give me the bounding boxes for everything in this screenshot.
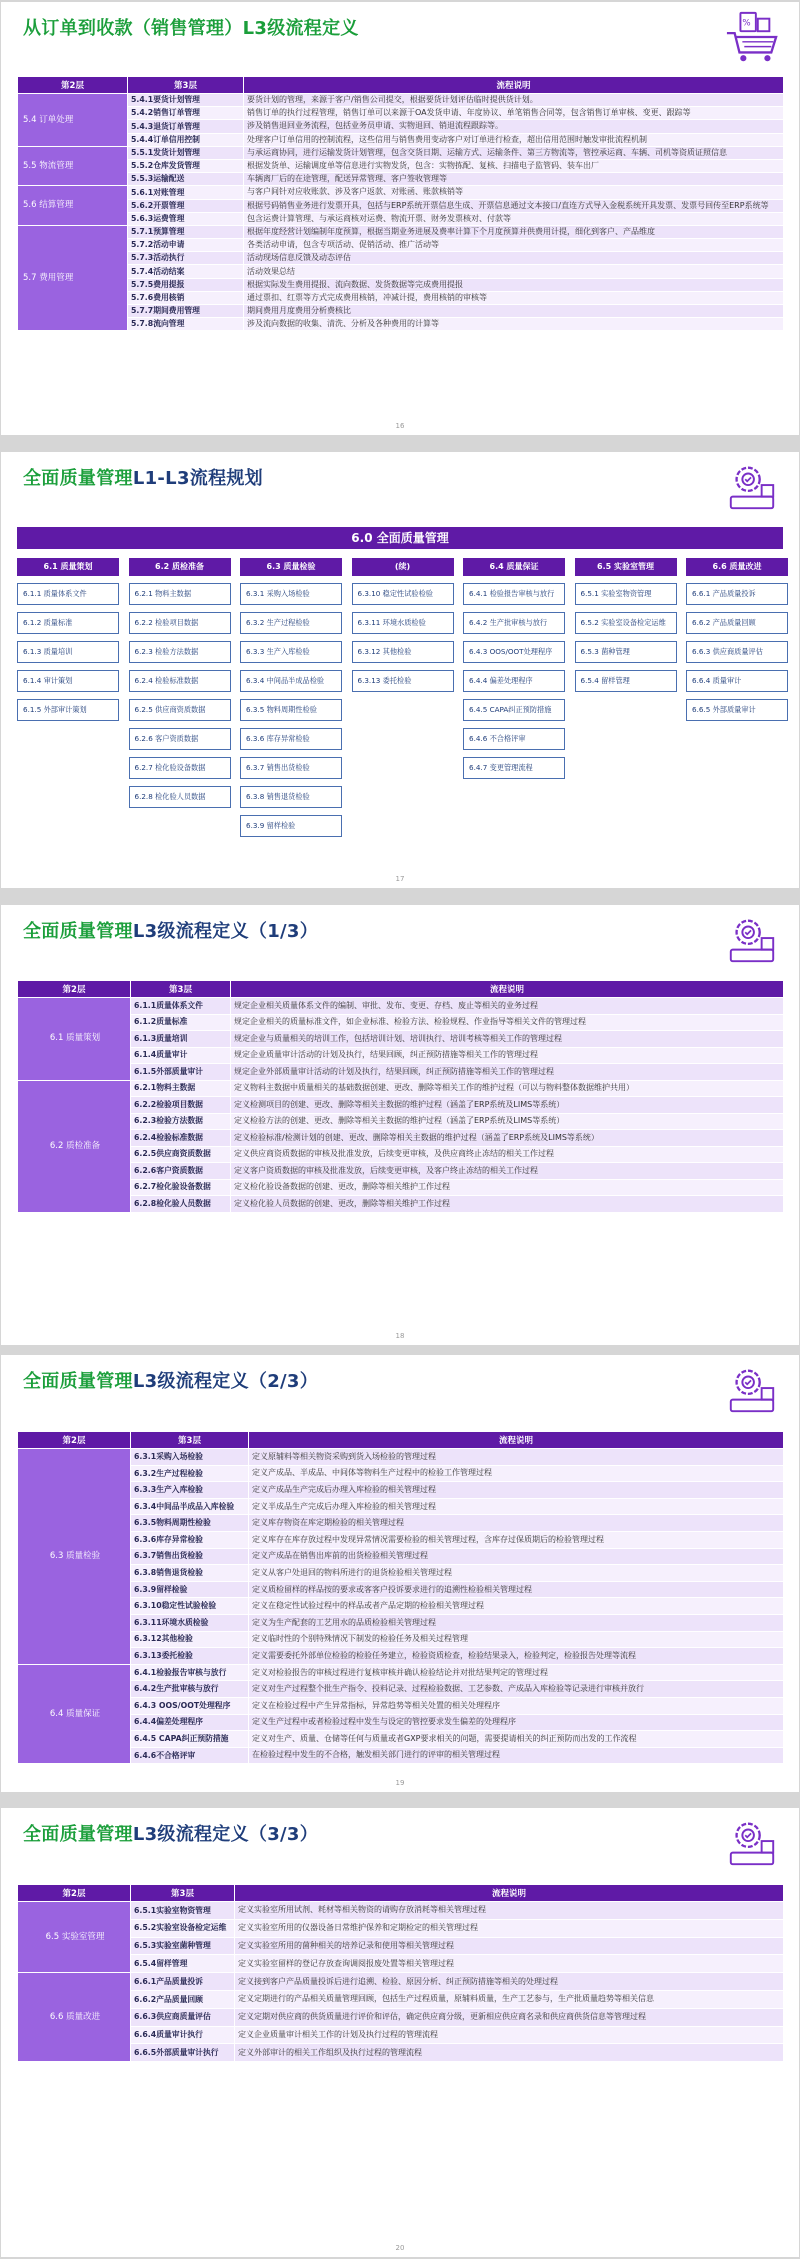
- level3-cell: 6.6.2产品质量回顾: [131, 1990, 235, 2008]
- description-cell: 定义库存在库存放过程中发现异常情况需要检验的相关管理过程，含库存过保质期后的检验管理过程: [249, 1531, 784, 1548]
- level3-cell: 6.1.3质量培训: [131, 1031, 231, 1048]
- table-row: [18, 94, 784, 107]
- svg-text:%: %: [742, 18, 751, 29]
- process-box: 6.4.1 检验报告审核与放行: [463, 583, 565, 605]
- table-row: [18, 1565, 784, 1582]
- description-cell: 涉及流向数据的收集、清洗、分析及各种费用的计算等: [244, 318, 784, 331]
- level2-cell: 5.7 费用管理: [18, 225, 128, 331]
- process-box: 6.4.6 不合格评审: [463, 728, 565, 750]
- table-row: [18, 1648, 784, 1665]
- description-cell: 定义企业质量审计相关工作的计划及执行过程的管理流程: [235, 2026, 784, 2044]
- table-row: [18, 1196, 784, 1213]
- table-row: [18, 1973, 784, 1991]
- level3-cell: 5.5.3运输配送: [128, 173, 244, 186]
- table-row: [18, 107, 784, 120]
- level3-cell: 6.4.1检验报告审核与放行: [131, 1664, 249, 1681]
- slide-19: [1, 1355, 799, 1792]
- table-row: [18, 1097, 784, 1114]
- description-cell: 通过票扣、红票等方式完成费用核销，冲减计提，费用核销的审核等: [244, 291, 784, 304]
- table-row: [18, 212, 784, 225]
- description-cell: 定义实验室所用试剂、耗材等相关物资的请购存放消耗等相关管理过程: [235, 1902, 784, 1920]
- table-row: [18, 1482, 784, 1499]
- table-row: [18, 1581, 784, 1598]
- table-row: [18, 1955, 784, 1973]
- description-cell: 期间费用月度费用分析费核比: [244, 305, 784, 318]
- process-box: 6.6.5 外部质量审计: [686, 699, 788, 721]
- column-header: 第3层: [131, 1432, 249, 1449]
- table-row: [18, 1919, 784, 1937]
- process-box: 6.4.7 变更管理流程: [463, 757, 565, 779]
- table-row: [18, 1531, 784, 1548]
- table-row: [18, 239, 784, 252]
- level3-cell: 6.5.4留样管理: [131, 1955, 235, 1973]
- column-header: 第2层: [18, 77, 128, 94]
- description-cell: 包含运费计算管理、与承运商核对运费、物流开票、财务发票核对、付款等: [244, 212, 784, 225]
- column-header: 第2层: [18, 981, 131, 998]
- description-cell: 定义检化验人员数据的创建、更改，删除等相关维护工作过程: [231, 1196, 784, 1213]
- table-row: [18, 1047, 784, 1064]
- slide-16: [1, 2, 799, 435]
- process-box: 6.4.2 生产批审核与放行: [463, 612, 565, 634]
- level3-cell: 6.4.6不合格评审: [131, 1747, 249, 1764]
- level3-cell: 6.3.13委托检验: [131, 1648, 249, 1665]
- table-row: [18, 1664, 784, 1681]
- level3-cell: 6.1.2质量标准: [131, 1014, 231, 1031]
- level3-cell: 5.7.3活动执行: [128, 252, 244, 265]
- description-cell: 活动效果总结: [244, 265, 784, 278]
- grid-column: [575, 558, 677, 692]
- column-header: 第3层: [128, 77, 244, 94]
- description-cell: 定义临时性的个别特殊情况下制发的检验任务及相关过程管理: [249, 1631, 784, 1648]
- description-cell: 根据发货单、运输调度单等信息进行实物发货，包含：实物拣配、复核、扫描电子监管码、装车出厂: [244, 159, 784, 172]
- description-cell: 定义生产过程中或者检验过程中发生与设定的管控要求发生偏差的处理程序: [249, 1714, 784, 1731]
- page-number: 20: [395, 2244, 405, 2252]
- level3-cell: 6.3.10稳定性试验检验: [131, 1598, 249, 1615]
- description-cell: 定义实验室所用的仪器设备日常维护保养和定期检定的相关管理过程: [235, 1919, 784, 1937]
- table-row: [18, 1465, 784, 1482]
- process-box: 6.2.1 物料主数据: [129, 583, 231, 605]
- column-header: 流程说明: [244, 77, 784, 94]
- description-cell: 规定企业外部质量审计活动的计划及执行，结果回顾，纠正预防措施等相关工作的管理过程: [231, 1064, 784, 1081]
- description-cell: 定义原辅料等相关物资采购到货入场检验的管理过程: [249, 1449, 784, 1466]
- column-header: 流程说明: [235, 1885, 784, 1902]
- page-number: 19: [395, 1779, 405, 1787]
- process-box: 6.3.10 稳定性试验检验: [352, 583, 454, 605]
- process-box: 6.3.2 生产过程检验: [240, 612, 342, 634]
- process-box: 6.2.2 检验项目数据: [129, 612, 231, 634]
- description-cell: 要货计划的管理，来源于客户/销售公司提交，根据要货计划评估临时提供货计划。: [244, 94, 784, 107]
- table-row: [18, 1697, 784, 1714]
- table-row: [18, 1902, 784, 1920]
- process-box: 6.3.5 物料周期性检验: [240, 699, 342, 721]
- column-header: 第3层: [131, 981, 231, 998]
- process-table: [17, 1884, 784, 2062]
- description-cell: 定义产成品生产完成后办理入库检验的相关管理过程: [249, 1482, 784, 1499]
- level3-cell: 6.2.8检化验人员数据: [131, 1196, 231, 1213]
- process-box: 6.5.4 留样管理: [575, 670, 677, 692]
- level3-cell: 5.7.8流向管理: [128, 318, 244, 331]
- level2-cell: 6.5 实验室管理: [18, 1902, 131, 1973]
- description-cell: 定义实验室留样的登记存放查询调阅报废处置等相关管理过程: [235, 1955, 784, 1973]
- process-box: 6.3.6 库存异常检验: [240, 728, 342, 750]
- table-row: [18, 159, 784, 172]
- slide-18: [1, 905, 799, 1345]
- column-header: 第2层: [18, 1432, 131, 1449]
- level3-cell: 6.3.6库存异常检验: [131, 1531, 249, 1548]
- description-cell: 规定企业质量审计活动的计划及执行，结果回顾，纠正预防措施等相关工作的管理过程: [231, 1047, 784, 1064]
- grid-column-header: 6.3 质量检验: [240, 558, 342, 576]
- level3-cell: 5.7.7期间费用管理: [128, 305, 244, 318]
- table-row: [18, 1130, 784, 1147]
- grid-column-header: (续): [352, 558, 454, 576]
- level3-cell: 6.2.4检验标准数据: [131, 1130, 231, 1147]
- grid-column: [686, 558, 788, 721]
- description-cell: 定义在检验过程中产生异常指标，异常趋势等相关处置的相关处理程序: [249, 1697, 784, 1714]
- slide-title: 全面质量管理L3级流程定义（2/3）: [23, 1371, 319, 1392]
- description-cell: 处理客户订单信用的控制流程，这些信用与销售费用变动客户对订单进行检查，超出信用范围时触发审批流程机制: [244, 133, 784, 146]
- table-row: [18, 291, 784, 304]
- description-cell: 销售订单的执行过程管理，销售订单可以来源于OA发货申请、年度协议、单笔销售合同等，包含销售订单审核、变更、跟踪等: [244, 107, 784, 120]
- grid-column: [129, 558, 231, 808]
- table-row: [18, 1031, 784, 1048]
- level3-cell: 5.7.2活动申请: [128, 239, 244, 252]
- slide-20: [1, 1808, 799, 2257]
- column-header: 流程说明: [249, 1432, 784, 1449]
- table-row: [18, 278, 784, 291]
- table-row: [18, 305, 784, 318]
- description-cell: 定义需要委托外部单位检验的检验任务建立，检验资质检查，检验结果录入，检验判定，检验报告处理等流程: [249, 1648, 784, 1665]
- table-row: [18, 1163, 784, 1180]
- process-box: 6.1.3 质量培训: [17, 641, 119, 663]
- process-box: 6.1.5 外部审计策划: [17, 699, 119, 721]
- level3-cell: 5.5.2仓库发货管理: [128, 159, 244, 172]
- level3-cell: 6.3.9留样检验: [131, 1581, 249, 1598]
- process-box: 6.5.1 实验室物资管理: [575, 583, 677, 605]
- process-box: 6.4.3 OOS/OOT处理程序: [463, 641, 565, 663]
- quality-gear-icon: [723, 1816, 781, 1870]
- grid-column-header: 6.4 质量保证: [463, 558, 565, 576]
- description-cell: 根据实际发生费用提报、流向数据、发货数据等完成费用提报: [244, 278, 784, 291]
- process-box: 6.5.3 菌种管理: [575, 641, 677, 663]
- level3-cell: 5.7.1预算管理: [128, 225, 244, 238]
- level3-cell: 5.4.2销售订单管理: [128, 107, 244, 120]
- table-row: [18, 199, 784, 212]
- grid-column-header: 6.1 质量策划: [17, 558, 119, 576]
- description-cell: 定义定期对供应商的供货质量进行评价和评估，确定供应商分级，更新相应供应商名录和供应商供货信息等管理过程: [235, 2008, 784, 2026]
- level3-cell: 6.2.6客户资质数据: [131, 1163, 231, 1180]
- level3-cell: 6.2.7检化验设备数据: [131, 1179, 231, 1196]
- level3-cell: 6.4.5 CAPA纠正预防措施: [131, 1731, 249, 1748]
- level3-cell: 5.7.4活动结案: [128, 265, 244, 278]
- level3-cell: 5.4.3退货订单管理: [128, 120, 244, 133]
- level3-cell: 6.3.8销售退货检验: [131, 1565, 249, 1582]
- description-cell: 定义实验室所用的菌种相关的培养记录和使用等相关管理过程: [235, 1937, 784, 1955]
- level3-cell: 6.3.1采购入场检验: [131, 1449, 249, 1466]
- process-box: 6.6.1 产品质量投诉: [686, 583, 788, 605]
- level3-cell: 6.6.4质量审计执行: [131, 2026, 235, 2044]
- process-box: 6.4.5 CAPA纠正预防措施: [463, 699, 565, 721]
- description-cell: 根据号码销售业务进行发票开具，包括与ERP系统开票信息生成、开票信息通过文本接口/直连方式导入金税系统开具发票、发票号回传至ERP系统等: [244, 199, 784, 212]
- level3-cell: 6.3.5物料周期性检验: [131, 1515, 249, 1532]
- process-box: 6.2.6 客户资质数据: [129, 728, 231, 750]
- description-cell: 车辆离厂后的在途管理，配送异常管理、客户签收管理等: [244, 173, 784, 186]
- grid-column-header: 6.5 实验室管理: [575, 558, 677, 576]
- process-box: 6.3.1 采购入场检验: [240, 583, 342, 605]
- process-box: 6.1.4 审计策划: [17, 670, 119, 692]
- process-box: 6.3.3 生产入库检验: [240, 641, 342, 663]
- description-cell: 规定企业相关的质量标准文件，如企业标准、检验方法、检验规程、作业指导等相关文件的管理过程: [231, 1014, 784, 1031]
- level3-cell: 5.5.1发货计划管理: [128, 146, 244, 159]
- description-cell: 与客户间针对应收账款、涉及客户返款、对账函、账款核销等: [244, 186, 784, 199]
- table-row: [18, 252, 784, 265]
- level3-cell: 6.2.1物料主数据: [131, 1080, 231, 1097]
- description-cell: 定义外部审计的相关工作组织及执行过程的管理流程: [235, 2044, 784, 2062]
- level3-cell: 6.5.3实验室菌种管理: [131, 1937, 235, 1955]
- shopping-cart-icon: [723, 10, 781, 64]
- description-cell: 定义检验方法的创建、更改、删除等相关主数据的维护过程（涵盖了ERP系统及LIMS等系统）: [231, 1113, 784, 1130]
- description-cell: 定义物料主数据中质量相关的基础数据创建、更改、删除等相关工作的维护过程（可以与物料整体数据维护共用）: [231, 1080, 784, 1097]
- table-row: [18, 1548, 784, 1565]
- table-row: [18, 2008, 784, 2026]
- level3-cell: 6.5.2实验室设备检定运维: [131, 1919, 235, 1937]
- description-cell: 定义对生产过程整个批生产指令、投料记录、过程检验数据、工艺参数、产成品入库检验等记录进行审核并放行: [249, 1681, 784, 1698]
- level3-cell: 5.6.2开票管理: [128, 199, 244, 212]
- process-box: 6.3.13 委托检验: [352, 670, 454, 692]
- quality-gear-icon: [723, 1363, 781, 1417]
- description-cell: 定义质检留样的样品按的要求或客客户投诉要求进行的追溯性检验相关管理过程: [249, 1581, 784, 1598]
- level3-cell: 5.4.4订单信用控制: [128, 133, 244, 146]
- page-number: 18: [395, 1332, 405, 1340]
- table-row: [18, 2044, 784, 2062]
- description-cell: 定义从客户处退回的物料所进行的退货检验相关管理过程: [249, 1565, 784, 1582]
- level3-cell: 5.7.5费用提报: [128, 278, 244, 291]
- process-box: 6.6.4 质量审计: [686, 670, 788, 692]
- grid-column: [352, 558, 454, 692]
- level3-cell: 6.6.5外部质量审计执行: [131, 2044, 235, 2062]
- table-row: [18, 133, 784, 146]
- description-cell: 定义产成品、半成品、中间体等物料生产过程中的检验工作管理过程: [249, 1465, 784, 1482]
- process-box: 6.3.4 中间品半成品检验: [240, 670, 342, 692]
- description-cell: 定义供应商资质数据的审核及批准发放，后续变更审核，及供应商终止冻结的相关工作过程: [231, 1146, 784, 1163]
- process-box: 6.2.5 供应商资质数据: [129, 699, 231, 721]
- process-box: 6.2.8 检化验人员数据: [129, 786, 231, 808]
- table-row: [18, 1449, 784, 1466]
- description-cell: 定义对检验报告的审核过程进行复核审核并确认检验结论并对批结果判定的管理过程: [249, 1664, 784, 1681]
- level3-cell: 6.4.4偏差处理程序: [131, 1714, 249, 1731]
- description-cell: 定义库存物资在库定期检验的相关管理过程: [249, 1515, 784, 1532]
- table-row: [18, 1515, 784, 1532]
- column-header: 第2层: [18, 1885, 131, 1902]
- column-header: 流程说明: [231, 981, 784, 998]
- table-row: [18, 1014, 784, 1031]
- table-row: [18, 225, 784, 238]
- page-number: 16: [395, 422, 405, 430]
- level3-cell: 6.4.3 OOS/OOT处理程序: [131, 1697, 249, 1714]
- table-row: [18, 1614, 784, 1631]
- table-row: [18, 1113, 784, 1130]
- description-cell: 定义检测项目的创建、更改、删除等相关主数据的维护过程（涵盖了ERP系统及LIMS等系统）: [231, 1097, 784, 1114]
- table-row: [18, 1598, 784, 1615]
- process-box: 6.2.4 检验标准数据: [129, 670, 231, 692]
- level2-cell: 5.5 物流管理: [18, 146, 128, 186]
- table-row: [18, 1990, 784, 2008]
- description-cell: 各类活动申请，包含专项活动、促销活动、推广活动等: [244, 239, 784, 252]
- table-row: [18, 146, 784, 159]
- table-row: [18, 1498, 784, 1515]
- slide-title: 全面质量管理L3级流程定义（3/3）: [23, 1824, 319, 1845]
- table-row: [18, 1714, 784, 1731]
- description-cell: 规定企业与质量相关的培训工作，包括培训计划、培训执行、培训考核等相关工作的管理过程: [231, 1031, 784, 1048]
- level2-cell: 6.6 质量改进: [18, 1973, 131, 2062]
- description-cell: 定义检化验设备数据的创建、更改，删除等相关维护工作过程: [231, 1179, 784, 1196]
- process-box: 6.6.2 产品质量回顾: [686, 612, 788, 634]
- process-box: 6.3.9 留样检验: [240, 815, 342, 837]
- level3-cell: 6.3.4中间品半成品入库检验: [131, 1498, 249, 1515]
- table-row: [18, 318, 784, 331]
- table-row: [18, 998, 784, 1015]
- slide-title: 全面质量管理L1-L3流程规划: [23, 468, 263, 489]
- table-row: [18, 1631, 784, 1648]
- table-row: [18, 1731, 784, 1748]
- level3-cell: 5.6.3运费管理: [128, 212, 244, 225]
- description-cell: 活动现场信息反馈及动态评估: [244, 252, 784, 265]
- table-row: [18, 2026, 784, 2044]
- grid-column: [17, 558, 119, 721]
- level3-cell: 6.5.1实验室物资管理: [131, 1902, 235, 1920]
- grid-column-header: 6.2 质检准备: [129, 558, 231, 576]
- description-cell: 定义客户资质数据的审核及批准发放，后续变更审核，及客户终止冻结的相关工作过程: [231, 1163, 784, 1180]
- process-table: [17, 1431, 784, 1764]
- level2-cell: 5.6 结算管理: [18, 186, 128, 226]
- process-box: 6.2.3 检验方法数据: [129, 641, 231, 663]
- level3-cell: 6.2.3检验方法数据: [131, 1113, 231, 1130]
- description-cell: 定义对生产、质量、仓储等任何与质量或者GXP要求相关的问题，需要提请相关的纠正预防而出发的工作流程: [249, 1731, 784, 1748]
- level3-cell: 6.2.2检验项目数据: [131, 1097, 231, 1114]
- grid-column-header: 6.6 质量改进: [686, 558, 788, 576]
- slide-17: [1, 452, 799, 888]
- level3-cell: 5.7.6费用核销: [128, 291, 244, 304]
- table-row: [18, 1064, 784, 1081]
- description-cell: 涉及销售退回业务流程，包括业务员申请、实物退回、销退流程跟踪等。: [244, 120, 784, 133]
- level3-cell: 5.4.1要货计划管理: [128, 94, 244, 107]
- process-box: 6.2.7 检化验设备数据: [129, 757, 231, 779]
- table-row: [18, 186, 784, 199]
- description-cell: 定义定期进行的产品相关质量管理回顾，包括生产过程质量，原辅料质量，生产工艺参与，生产批质量趋势等相关信息: [235, 1990, 784, 2008]
- level3-cell: 6.1.4质量审计: [131, 1047, 231, 1064]
- level2-cell: 6.1 质量策划: [18, 998, 131, 1081]
- table-row: [18, 120, 784, 133]
- level3-cell: 6.1.1质量体系文件: [131, 998, 231, 1015]
- process-box: 6.6.3 供应商质量评估: [686, 641, 788, 663]
- process-box: 6.1.2 质量标准: [17, 612, 119, 634]
- level3-cell: 6.6.1产品质量投诉: [131, 1973, 235, 1991]
- level2-cell: 6.2 质检准备: [18, 1080, 131, 1212]
- process-box: 6.3.8 销售退货检验: [240, 786, 342, 808]
- table-row: [18, 1747, 784, 1764]
- table-row: [18, 1080, 784, 1097]
- level3-cell: 6.3.12其他检验: [131, 1631, 249, 1648]
- process-table: [17, 980, 784, 1213]
- table-row: [18, 1937, 784, 1955]
- page-number: 17: [395, 875, 405, 883]
- level3-cell: 5.6.1对账管理: [128, 186, 244, 199]
- table-row: [18, 265, 784, 278]
- description-cell: 在检验过程中发生的不合格，触发相关部门进行的评审的相关管理过程: [249, 1747, 784, 1764]
- description-cell: 根据年度经营计划编制年度预算，根据当期业务进展及费率计算下个月度预算并供费用计提，细化到客户、产品维度: [244, 225, 784, 238]
- level3-cell: 6.3.7销售出货检验: [131, 1548, 249, 1565]
- level3-cell: 6.2.5供应商资质数据: [131, 1146, 231, 1163]
- grid-column: [240, 558, 342, 837]
- process-box: 6.4.4 偏差处理程序: [463, 670, 565, 692]
- table-row: [18, 173, 784, 186]
- process-box: 6.3.7 销售出货检验: [240, 757, 342, 779]
- quality-gear-icon: [723, 913, 781, 967]
- grid-column: [463, 558, 565, 779]
- description-cell: 定义为生产配套的工艺用水的品质检验相关管理过程: [249, 1614, 784, 1631]
- description-cell: 定义半成品生产完成后办理入库检验的相关管理过程: [249, 1498, 784, 1515]
- framework-band: 6.0 全面质量管理: [17, 527, 783, 549]
- description-cell: 定义产成品在销售出库前的出货检验相关管理过程: [249, 1548, 784, 1565]
- level2-cell: 6.3 质量检验: [18, 1449, 131, 1665]
- process-box: 6.5.2 实验室设备检定运维: [575, 612, 677, 634]
- slide-title: 全面质量管理L3级流程定义（1/3）: [23, 921, 319, 942]
- level2-cell: 5.4 订单处理: [18, 94, 128, 147]
- level3-cell: 6.6.3供应商质量评估: [131, 2008, 235, 2026]
- slide-title: 从订单到收款（销售管理）L3级流程定义: [23, 18, 359, 39]
- column-header: 第3层: [131, 1885, 235, 1902]
- description-cell: 定义接到客户产品质量投诉后进行追溯、检验、原因分析、纠正预防措施等相关的处理过程: [235, 1973, 784, 1991]
- description-cell: 规定企业相关质量体系文件的编制、审批、发布、变更、存档、废止等相关的业务过程: [231, 998, 784, 1015]
- description-cell: 定义在稳定性试验过程中的样品或者产品定期的检验相关管理过程: [249, 1598, 784, 1615]
- process-box: 6.1.1 质量体系文件: [17, 583, 119, 605]
- description-cell: 定义检验标准/检测计划的创建、更改、删除等相关主数据的维护过程（涵盖了ERP系统及LIMS等系统）: [231, 1130, 784, 1147]
- quality-gear-icon: [723, 460, 781, 514]
- table-row: [18, 1146, 784, 1163]
- level3-cell: 6.3.11环境水质检验: [131, 1614, 249, 1631]
- description-cell: 与承运商协同，进行运输发货计划管理，包含交货日期、运输方式、运输条件、第三方物流等，管控承运商、车辆、司机等资质证照信息: [244, 146, 784, 159]
- process-box: 6.3.11 环境水质检验: [352, 612, 454, 634]
- process-table: [17, 76, 784, 331]
- level2-cell: 6.4 质量保证: [18, 1664, 131, 1764]
- level3-cell: 6.3.3生产入库检验: [131, 1482, 249, 1499]
- level3-cell: 6.1.5外部质量审计: [131, 1064, 231, 1081]
- level3-cell: 6.3.2生产过程检验: [131, 1465, 249, 1482]
- table-row: [18, 1681, 784, 1698]
- table-row: [18, 1179, 784, 1196]
- level3-cell: 6.4.2生产批审核与放行: [131, 1681, 249, 1698]
- process-box: 6.3.12 其他检验: [352, 641, 454, 663]
